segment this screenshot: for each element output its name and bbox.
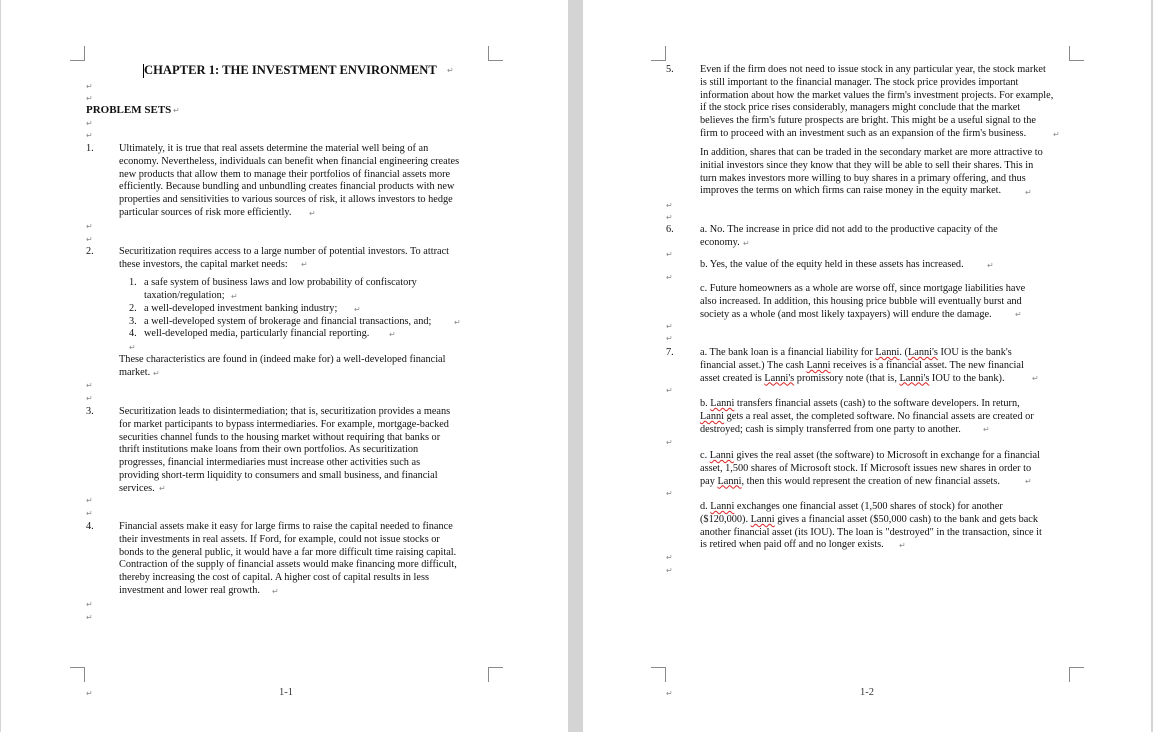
text-line: is retired when paid off and no longer exists. [700,539,884,551]
paragraph-mark: ↵ [86,600,93,609]
sublist-number: 3. [129,316,137,327]
paragraph-mark: ↵ [447,66,454,75]
text-line: is still important to the financial manager. The stock price provides important [700,76,1019,88]
item-number: 6. [666,224,674,235]
text-line: providing short-term liquidity to consumers and small business, and financial [119,469,438,481]
text-line: economy. [700,236,740,248]
text-line: properties and sensitivities to various sources of risk, it allows investors to hedge [119,194,453,206]
document-page-2[interactable] [583,0,1151,732]
text-line: progresses, financial intermediaries must increase other activities such as [119,457,421,469]
text-line: bonds to the general public, it would have a far more difficult time raising capital. [119,546,457,558]
paragraph-mark: ↵ [987,261,994,270]
text-line: economy. Nevertheless, individuals can benefit when financial engineering creates [119,155,460,167]
text-line: turn makes investors more willing to buy shares in a primary offering, and thus [700,172,1026,184]
text-line: initial investors since they know that they will be able to sell their shares. This in [700,159,1034,171]
text-line: asset, 1,500 shares of Microsoft stock. If Microsoft issues new shares in order to [700,462,1032,474]
item-number: 5. [666,64,674,75]
paragraph-mark: ↵ [86,613,93,622]
paragraph-mark: ↵ [666,566,673,575]
text-line: thereby increasing the cost of capital. A higher cost of capital results in less [119,572,429,584]
text-line: Contraction of the supply of financial assets would make financing more difficult, [119,559,457,571]
text-line: firm to proceed with an investment such as an expansion of the firm's business. [700,127,1027,139]
crop-mark [651,46,666,61]
sublist-number: 1. [129,277,137,288]
page-number: 1-1 [279,687,293,698]
text-line: society as a whole (and most likely taxpayers) will endure the damage. [700,308,992,320]
problem-2-text[interactable] [119,246,449,272]
problem-7-part-d[interactable] [700,501,1042,552]
text-line: investment and lower real growth. [119,584,260,596]
text-line: new products that allow them to manage their portfolios of financial assets more [119,168,451,180]
paragraph-mark: ↵ [86,381,93,390]
paragraph-mark: ↵ [983,425,990,434]
text-line: destroyed; cash is simply transferred from one party to another. [700,423,961,435]
text-line: also increased. In addition, this housing price bubble will eventually burst and [700,295,1022,307]
text-line: these investors, the capital market needs: [119,258,288,270]
paragraph-mark: ↵ [301,260,308,269]
sublist-item[interactable] [144,277,417,303]
paragraph-mark: ↵ [666,201,673,210]
paragraph-mark: ↵ [86,119,93,128]
document-page-1[interactable] [1,0,568,732]
paragraph-mark: ↵ [454,318,461,327]
item-number: 1. [86,143,94,154]
paragraph-mark: ↵ [666,250,673,259]
problem-1-text[interactable] [119,143,459,220]
text-line: These characteristics are found in (indeed make for) a well-developed financial [119,354,446,365]
paragraph-mark: ↵ [159,484,166,493]
text-line: their investments in real assets. If Ford, for example, could not issue stocks or [119,533,440,545]
paragraph-mark: ↵ [1015,310,1022,319]
paragraph-mark: ↵ [666,553,673,562]
text-line: for market participants to bypass intermediaries. For example, mortgage-backed [119,418,449,430]
text-line: ($120,000). Lanni gives a financial asset ($50,000 cash) to the bank and gets back [700,513,1039,525]
paragraph-mark: ↵ [1025,188,1032,197]
text-line: improves the terms on which firms can raise money in the equity market. [700,185,1002,197]
text-line: d. Lanni exchanges one financial asset (1,500 shares of stock) for another [700,501,1003,512]
paragraph-mark: ↵ [86,131,93,140]
paragraph-mark: ↵ [1032,374,1039,383]
text-line: Securitization leads to disintermediation; that is, securitization provides a means [119,406,451,417]
paragraph-mark: ↵ [666,386,673,395]
item-number: 3. [86,406,94,417]
text-line: another financial asset (its IOU). The loan is "destroyed" in the transaction, since it [700,526,1042,538]
section-heading[interactable]: PROBLEM SETS [86,104,172,116]
paragraph-mark: ↵ [666,273,673,282]
text-line: financial asset.) The cash Lanni receives is a financial asset. The new financial [700,359,1024,371]
item-number: 2. [86,246,94,257]
crop-mark [488,667,503,682]
text-line: a. The bank loan is a financial liability for Lanni. (Lanni's IOU is the bank's [700,347,1012,358]
text-line: efficiently. Because bundling and unbundling creates financial products with new [119,181,455,193]
paragraph-mark: ↵ [309,209,316,218]
paragraph-mark: ↵ [173,106,180,115]
text-line: believes the firm's future prospects are bright. This might be a useful signal to the [700,115,1036,127]
paragraph-mark: ↵ [86,235,93,244]
paragraph-mark: ↵ [272,587,279,596]
paragraph-mark: ↵ [86,222,93,231]
page-number: 1-2 [860,687,874,698]
text-line: pay Lanni, then this would represent the creation of new financial assets. [700,475,1000,487]
problem-7-part-a[interactable] [700,347,1024,385]
text-line: asset created is Lanni's promissory note (that is, Lanni's IOU to the bank). [700,372,1005,384]
crop-mark [70,667,85,682]
text-line: Securitization requires access to a large number of potential investors. To attract [119,246,450,257]
text-line: securities channel funds to the housing market without requiring that banks or [119,431,441,443]
problem-6-part-b[interactable]: b. Yes, the value of the equity held in these assets has increased. [700,259,964,270]
text-line: Lanni gets a real asset, the completed software. No financial assets are created or [700,410,1034,422]
problem-5-para-1[interactable] [700,64,1053,141]
paragraph-mark: ↵ [389,330,396,339]
crop-mark [651,667,666,682]
chapter-title[interactable]: CHAPTER 1: THE INVESTMENT ENVIRONMENT [144,63,437,77]
text-line: if the stock price rises considerably, managers might conclude that the market [700,102,1021,114]
text-line: a safe system of business laws and low probability of confiscatory [144,277,417,288]
text-line: information about how the market values the firm's investment projects. For example, [700,89,1054,101]
text-line: In addition, shares that can be traded in the secondary market are more attractive to [700,147,1043,158]
item-number: 4. [86,521,94,532]
problem-7-part-c[interactable] [700,450,1040,488]
problem-6-part-c[interactable] [700,283,1025,321]
sublist-item[interactable]: a well-developed system of brokerage and financial transactions, and; [144,316,432,327]
problem-5-para-2[interactable] [700,147,1043,198]
problem-2-closing[interactable] [119,354,445,380]
crop-mark [1069,667,1084,682]
paragraph-mark: ↵ [666,689,673,698]
paragraph-mark: ↵ [354,305,361,314]
paragraph-mark: ↵ [86,82,93,91]
paragraph-mark: ↵ [129,343,136,352]
paragraph-mark: ↵ [1025,477,1032,486]
crop-mark [488,46,503,61]
paragraph-mark: ↵ [1053,130,1060,139]
crop-mark [1069,46,1084,61]
text-line: thrift institutions make loans from their own portfolios. As securitization [119,444,419,456]
paragraph-mark: ↵ [86,94,93,103]
text-line: taxation/regulation; [144,289,225,301]
text-line: Ultimately, it is true that real assets determine the material well being of an [119,143,429,154]
paragraph-mark: ↵ [743,239,750,248]
text-line: b. Lanni transfers financial assets (cash) to the software developers. In return, [700,398,1020,409]
problem-3-text[interactable] [119,406,450,496]
paragraph-mark: ↵ [86,689,93,698]
text-line: Even if the firm does not need to issue stock in any particular year, the stock market [700,64,1046,75]
item-number: 7. [666,347,674,358]
paragraph-mark: ↵ [666,438,673,447]
text-line: Financial assets make it easy for large firms to raise the capital needed to finance [119,521,453,532]
text-line: market. [119,366,151,378]
crop-mark [70,46,85,61]
text-line: a. No. The increase in price did not add to the productive capacity of the [700,224,998,235]
sublist-number: 2. [129,303,137,314]
text-line: c. Future homeowners as a whole are worse off, since mortgage liabilities have [700,283,1026,294]
sublist-item[interactable]: well-developed media, particularly financial reporting. [144,328,370,339]
paragraph-mark: ↵ [86,509,93,518]
text-line: c. Lanni gives the real asset (the software) to Microsoft in exchange for a financial [700,450,1040,461]
paragraph-mark: ↵ [666,489,673,498]
paragraph-mark: ↵ [666,322,673,331]
text-line: services. [119,482,155,494]
paragraph-mark: ↵ [153,369,160,378]
sublist-number: 4. [129,328,137,339]
paragraph-mark: ↵ [666,334,673,343]
paragraph-mark: ↵ [899,541,906,550]
paragraph-mark: ↵ [666,213,673,222]
sublist-item[interactable]: a well-developed investment banking industry; [144,303,338,314]
paragraph-mark: ↵ [231,292,238,301]
paragraph-mark: ↵ [86,496,93,505]
problem-4-text[interactable] [119,521,457,598]
text-line: particular sources of risk more efficiently. [119,206,292,218]
paragraph-mark: ↵ [86,394,93,403]
